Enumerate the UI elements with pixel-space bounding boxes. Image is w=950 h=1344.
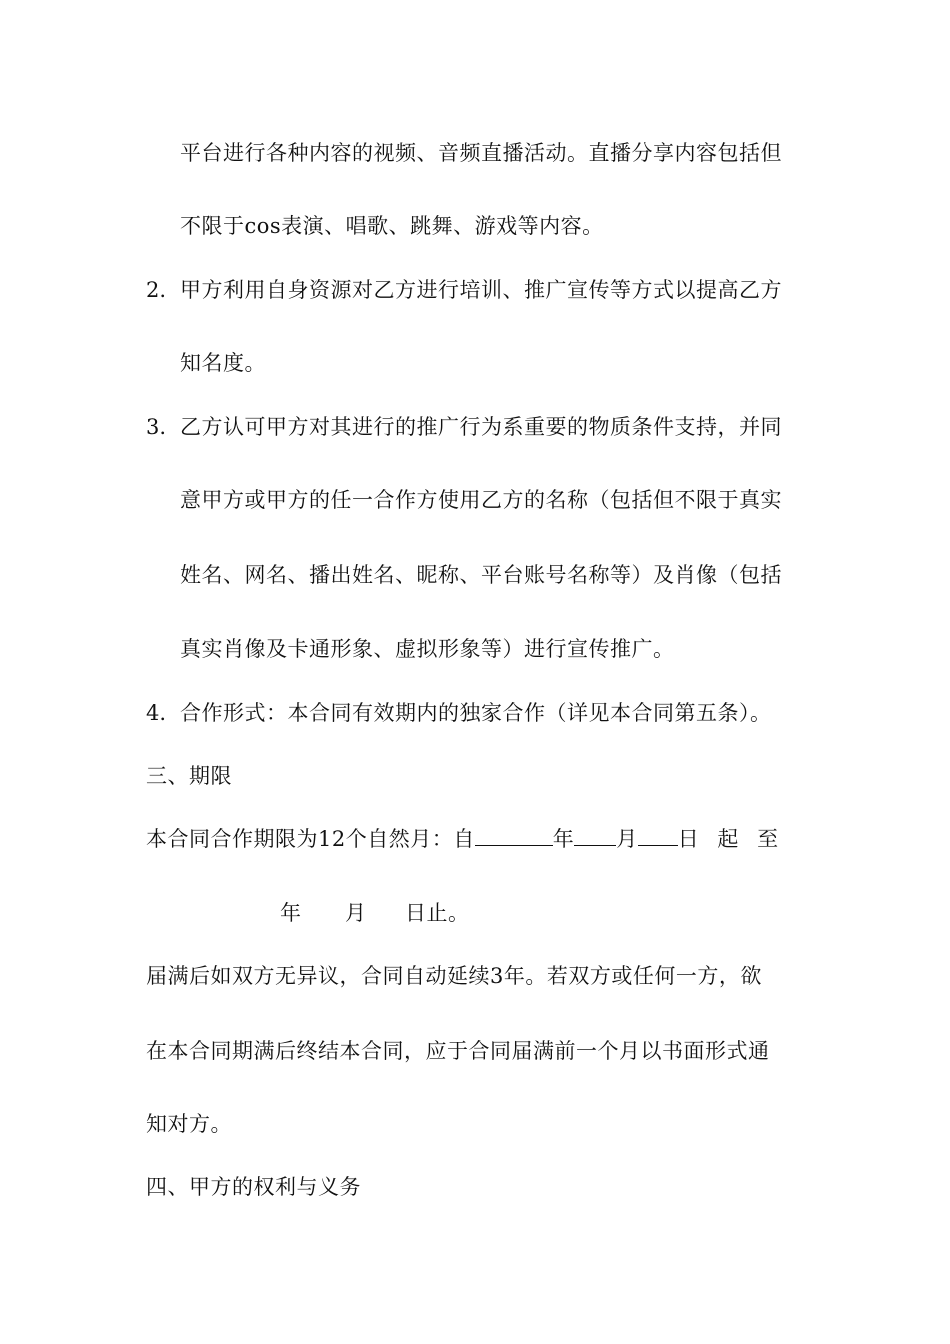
item1-line2: 不限于cos表演、唱歌、跳舞、游戏等内容。 bbox=[180, 214, 604, 238]
renew-line3: 知对方。 bbox=[146, 1112, 232, 1136]
item3-line3: 姓名、网名、播出姓名、昵称、平台账号名称等）及肖像（包括 bbox=[180, 563, 782, 587]
start-year-blank bbox=[475, 825, 553, 846]
item2-line2: 知名度。 bbox=[180, 351, 266, 375]
end-month-label: 月 bbox=[345, 901, 367, 925]
day-from-label: 日 起 至 bbox=[677, 827, 785, 851]
item2-line1: 甲方利用自身资源对乙方进行培训、推广宣传等方式以提高乙方 bbox=[180, 278, 782, 302]
term-prefix: 本合同合作期限为12个自然月：自 bbox=[146, 827, 475, 851]
renew-line2: 在本合同期满后终结本合同，应于合同届满前一个月以书面形式通 bbox=[146, 1039, 770, 1063]
end-day-label: 日止。 bbox=[405, 901, 470, 925]
end-year-label: 年 bbox=[280, 901, 302, 925]
section3-heading: 三、期限 bbox=[146, 764, 232, 788]
start-month-blank bbox=[574, 825, 616, 846]
start-year-label: 年 bbox=[552, 827, 575, 851]
term-start-line bbox=[146, 825, 784, 853]
item3-line1: 乙方认可甲方对其进行的推广行为系重要的物质条件支持，并同 bbox=[180, 415, 782, 439]
section4-heading: 四、甲方的权利与义务 bbox=[146, 1175, 361, 1199]
item3-line2: 意甲方或甲方的任一合作方使用乙方的名称（包括但不限于真实 bbox=[180, 488, 782, 512]
item4-line1: 合作形式：本合同有效期内的独家合作（详见本合同第五条）。 bbox=[180, 701, 772, 725]
item4-number: 4. bbox=[146, 701, 167, 725]
item3-number: 3. bbox=[146, 415, 167, 439]
start-month-label: 月 bbox=[616, 827, 638, 851]
start-day-blank bbox=[638, 825, 678, 846]
item3-line4: 真实肖像及卡通形象、虚拟形象等）进行宣传推广。 bbox=[180, 637, 675, 661]
renew-line1: 届满后如双方无异议，合同自动延续3年。若双方或任何一方，欲 bbox=[146, 964, 762, 988]
item2-number: 2. bbox=[146, 278, 167, 302]
item1-line1: 平台进行各种内容的视频、音频直播活动。直播分享内容包括但 bbox=[180, 141, 782, 165]
